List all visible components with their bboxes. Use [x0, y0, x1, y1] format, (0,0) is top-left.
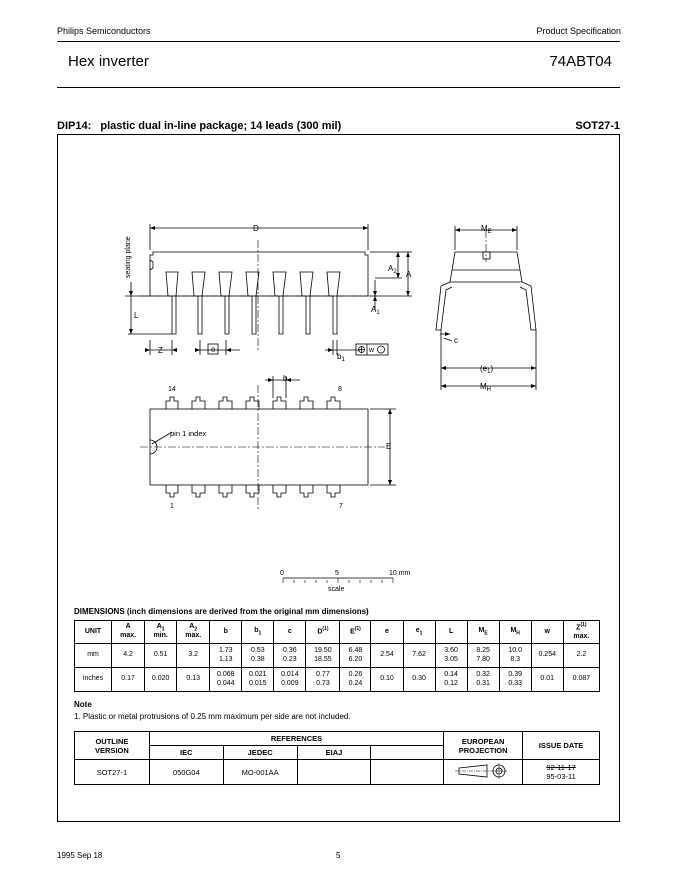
dimension-cell: 0.10 — [371, 668, 403, 692]
label-Z: Z — [158, 346, 163, 355]
empty-reference-cell — [371, 746, 444, 760]
european-projection-header: EUROPEAN PROJECTION — [444, 732, 523, 760]
dimension-cell: 0.254 — [531, 644, 563, 668]
dimension-cell: 4.2 — [112, 644, 145, 668]
label-pin-7: 7 — [339, 503, 343, 510]
iec-value: 050G04 — [149, 760, 223, 785]
dimension-cell: 0.36 0.23 — [274, 644, 306, 668]
jedec-header: JEDEC — [223, 746, 297, 760]
dimension-header-cell: $e_1$ — [403, 621, 435, 644]
scale-0: 0 — [280, 570, 284, 577]
label-e1: $(e_1)$ — [480, 364, 494, 375]
table-row — [75, 668, 600, 692]
empty-reference-cell — [371, 760, 444, 785]
package-title: DIP14: plastic dual in-line package; 14 leads (300 mil) — [57, 120, 342, 132]
dimension-header-cell: A max. — [112, 621, 145, 644]
dimension-cell: 0.068 0.044 — [210, 668, 242, 692]
scale-10: 10 mm — [389, 570, 411, 577]
issue-date-new: 95-03-11 — [546, 772, 576, 781]
dimension-header-cell: $A_1$ min. — [145, 621, 177, 644]
label-b: b — [283, 374, 288, 383]
dimensions-header-row — [75, 621, 600, 644]
page-number: 5 — [336, 851, 341, 860]
dimension-cell: 3.2 — [177, 644, 210, 668]
label-A2: $A_2$ — [388, 264, 397, 275]
label-pin1-index: pin 1 index — [170, 429, 207, 438]
label-seating-plane: seating plane — [125, 236, 132, 278]
issue-date-old: 92-11-17 — [546, 763, 576, 772]
dimension-cell: 0.39 0.33 — [499, 668, 531, 692]
label-pin-8: 8 — [338, 386, 342, 393]
dimension-header-cell: $Z^{(1)}$ max. — [563, 621, 599, 644]
company-name: Philips Semiconductors — [57, 26, 151, 36]
dimension-cell: 0.53 0.38 — [242, 644, 274, 668]
label-E: E — [386, 442, 392, 451]
label-c: c — [454, 336, 458, 345]
dimension-cell: 0.77 0.73 — [306, 668, 340, 692]
dimension-cell: 7.62 — [403, 644, 435, 668]
document-type: Product Specification — [536, 26, 621, 36]
label-e: e — [211, 345, 216, 354]
package-drawing — [57, 134, 620, 604]
dimension-header-cell: e — [371, 621, 403, 644]
dimension-header-cell: $M_E$ — [467, 621, 499, 644]
dimension-cell: 8.25 7.80 — [467, 644, 499, 668]
package-code: SOT27-1 — [575, 120, 620, 132]
dimension-header-cell: $A_2$ max. — [177, 621, 210, 644]
dimension-cell: 0.30 — [403, 668, 435, 692]
label-ME: $M_E$ — [481, 224, 492, 235]
label-w: w — [369, 347, 375, 354]
dimension-header-cell: $M_H$ — [499, 621, 531, 644]
references-header: REFERENCES — [149, 732, 443, 746]
projection-symbol-cell — [444, 760, 523, 785]
jedec-value: MO-001AA — [223, 760, 297, 785]
note-text: 1. Plastic or metal protrusions of 0.25 mm maximum per side are not included. — [74, 712, 351, 721]
projection-symbol-icon — [453, 763, 513, 779]
dimension-cell: 0.021 0.015 — [242, 668, 274, 692]
dimension-cell: 0.14 0.12 — [435, 668, 467, 692]
label-pin-1: 1 — [170, 503, 174, 510]
label-b1: $b_1$ — [337, 352, 345, 363]
page-title: Hex inverter — [68, 53, 149, 70]
dimension-header-cell: $b_1$ — [242, 621, 274, 644]
dimension-cell: 6.48 6.20 — [340, 644, 371, 668]
dimension-header-cell: w — [531, 621, 563, 644]
dimension-header-cell: c — [274, 621, 306, 644]
label-pin-14: 14 — [168, 386, 176, 393]
iec-header: IEC — [149, 746, 223, 760]
side-view-leads — [166, 272, 340, 334]
eiaj-header: EIAJ — [297, 746, 371, 760]
end-view-body — [450, 252, 522, 282]
issue-date-value — [523, 760, 600, 785]
dimension-cell: 0.087 — [563, 668, 599, 692]
outline-version-value: SOT27-1 — [75, 760, 150, 785]
dimension-cell: 1.73 1.13 — [210, 644, 242, 668]
outline-table — [74, 731, 600, 785]
dimension-cell: 10.0 8.3 — [499, 644, 531, 668]
label-D: D — [253, 224, 259, 233]
dimension-cell: mm — [75, 644, 112, 668]
title-rule — [57, 87, 620, 88]
footer-date: 1995 Sep 18 — [57, 851, 103, 860]
eiaj-value — [297, 760, 371, 785]
dimension-cell: 3.60 3.05 — [435, 644, 467, 668]
dimension-cell: 0.13 — [177, 668, 210, 692]
dimension-cell: 0.32 0.31 — [467, 668, 499, 692]
dimensions-table — [74, 620, 600, 692]
dimension-cell: 2.2 — [563, 644, 599, 668]
dimension-header-cell: b — [210, 621, 242, 644]
label-MH: $M_H$ — [480, 382, 492, 393]
dimension-header-cell: $D^{(1)}$ — [306, 621, 340, 644]
label-A: A — [406, 270, 412, 279]
header-rule — [57, 41, 620, 42]
table-row — [75, 644, 600, 668]
label-A1: $A_1$ — [371, 305, 380, 316]
dimension-cell: 0.51 — [145, 644, 177, 668]
issue-date-header: ISSUE DATE — [523, 732, 600, 760]
label-L: L — [134, 311, 139, 320]
dimension-cell: 0.020 — [145, 668, 177, 692]
dimension-cell: 0.26 0.24 — [340, 668, 371, 692]
dimension-cell: 2.54 — [371, 644, 403, 668]
dimension-header-cell: L — [435, 621, 467, 644]
dimensions-title: DIMENSIONS (inch dimensions are derived from the original mm dimensions) — [74, 607, 369, 616]
part-number: 74ABT04 — [549, 53, 612, 70]
notch-mark — [150, 260, 153, 270]
scale-5: 5 — [335, 570, 339, 577]
dimension-header-cell: UNIT — [75, 621, 112, 644]
dimension-cell: 0.17 — [112, 668, 145, 692]
dimension-cell: 0.014 0.009 — [274, 668, 306, 692]
dimension-header-cell: $E^{(1)}$ — [340, 621, 371, 644]
dimension-cell: 0.01 — [531, 668, 563, 692]
dimension-cell: 19.50 18.55 — [306, 644, 340, 668]
dimension-cell: inches — [75, 668, 112, 692]
outline-version-header: OUTLINE VERSION — [75, 732, 150, 760]
scale-label: scale — [328, 586, 345, 593]
note-heading: Note — [74, 700, 92, 709]
